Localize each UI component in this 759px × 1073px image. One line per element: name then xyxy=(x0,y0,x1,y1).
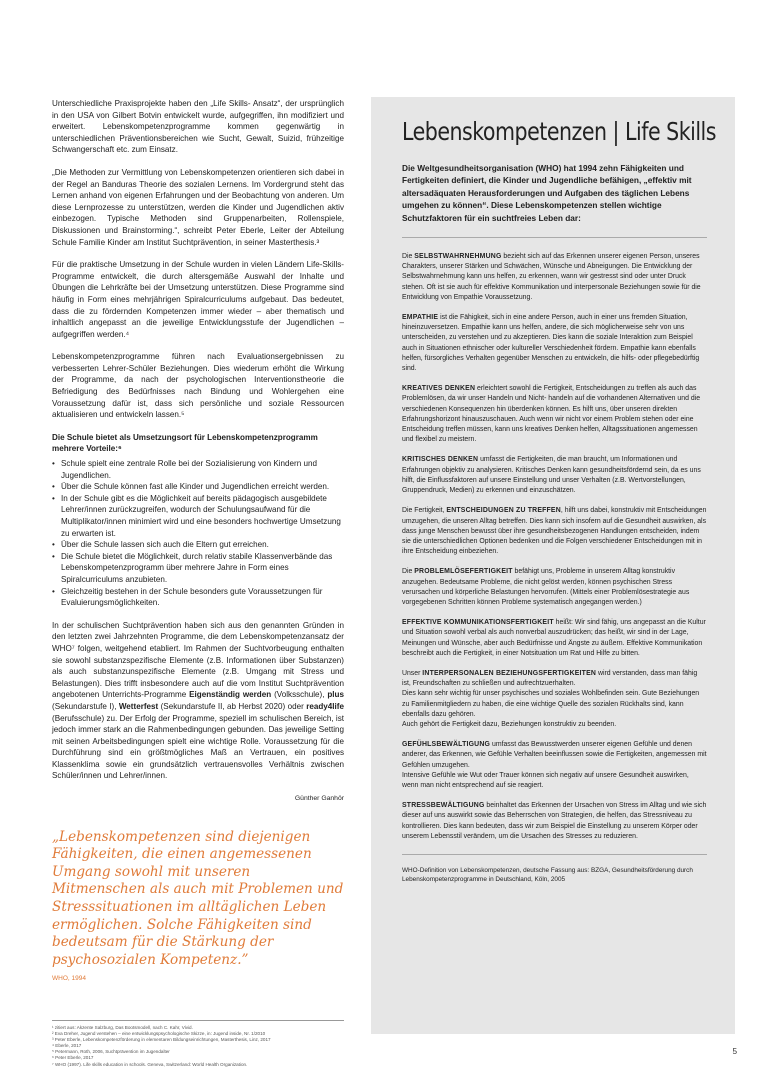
skill-term: ENTSCHEIDUNGEN ZU TREFFEN xyxy=(446,507,561,515)
list-item: • Gleichzeitig bestehen in der Schule besonders gute Voraussetzungen für Evaluierungsmöglichkeiten. xyxy=(52,586,344,609)
skill-section xyxy=(402,252,707,303)
footnote: ⁵ Petermann, Roth, 2006, Suchtprävention im Jugendalter xyxy=(52,1049,170,1055)
text-run: Unser xyxy=(402,669,423,677)
box-title: Lebenskompetenzen | Life Skills xyxy=(402,117,716,146)
program-name: Wetterfest xyxy=(118,701,159,711)
skill-section xyxy=(402,618,707,659)
page-number: 5 xyxy=(732,1047,737,1056)
skill-description: ist die Fähigkeit, sich in eine andere Person, auch in einer uns fremden Situation, hineinzuversetzen. Empathie kann uns helfen, andere, die sich möglicherweise sehr von uns unterscheiden, zu verstehen und zu akzeptieren. Dies kann die soziale Interaktion zum Beispiel auch in Situationen ethnischer oder kultureller Verschiedenheit fördern. Empathie kann ebenfalls helfen, fürsorgliches Verhalten gegenüber Menschen zu entwickeln, die hilfs- oder pflegebedürftig sind. xyxy=(402,314,700,373)
life-skills-box xyxy=(371,97,735,1034)
skill-term: KRITISCHES DENKEN xyxy=(402,456,479,464)
skill-section xyxy=(402,801,707,842)
skill-section xyxy=(402,384,707,445)
program-name: Eigenständig werden xyxy=(189,690,272,700)
skill-section xyxy=(402,669,707,730)
text-run: (Sekundarstufe II, ab Herbst 2020) oder xyxy=(158,701,307,711)
skill-description: bezieht sich auf das Erkennen unserer eigenen Person, unseres Charakters, unserer Stärken und Schwächen, Wünsche und Abneigungen. Die Entwicklung der Selbstwahrnehmung kann uns helfen, zu erkennen, wann wir gestresst sind oder unter Druck stehen. Oft ist sie auch für effektive Kommunikation und interpersonale Beziehungen sowie für die Entwicklung von Empathie Voraussetzung. xyxy=(402,253,701,301)
skill-description: umfasst das Bewusstwerden unserer eigenen Gefühle und denen anderer, das Erkennen, wie Gefühle Verhalten beeinflussen sowie die Fertigkeiten, angemessen mit Gefühlen umzugehen. xyxy=(402,741,707,769)
list-item: • Über die Schule lassen sich auch die Eltern gut erreichen. xyxy=(52,539,344,551)
advantages-list xyxy=(52,458,344,609)
list-item: • Über die Schule können fast alle Kinder und Jugendlichen erreicht werden. xyxy=(52,481,344,493)
skill-description-line: Dies kann sehr wichtig für unser psychisches und soziales Wohlbefinden sein. Gute Beziehungen zu Familienmitgliedern zu haben, die eine wichtige Quelle des sozialen Rückhalts sind, kann ebenfalls dazu gehören. xyxy=(402,690,700,718)
paragraph-intro: Unterschiedliche Praxisprojekte haben den „Life Skills- Ansatz“, der ursprünglich in den USA von Gilbert Botvin entwickelt wurde, aufgegriffen, ihn modifiziert und erweitert. Lebenskompetenzprogramme kommen gegenwärtig in unterschiedlichen Präventionsbereichen wie Sucht, Gewalt, Suizid, frühzeitige Schwangerschaft etc. zum Einsatz. xyxy=(52,99,344,155)
program-name: plus xyxy=(327,690,344,700)
source-note: WHO-Definition von Lebenskompetenzen, deutsche Fassung aus: BZGA, Gesundheitsförderung durch Lebenskompetenzprogramme in Deutschland, Köln, 2005 xyxy=(402,854,707,885)
text-run: Die xyxy=(402,568,415,576)
footnote: ⁴ Eberle, 2017 xyxy=(52,1043,82,1049)
footnote: ⁷ WHO (1997). Life skills education in schools. Geneva, Switzerland: World Health Organization. xyxy=(52,1061,248,1067)
skill-term: STRESSBEWÄLTIGUNG xyxy=(402,802,485,810)
skill-description: erleichtert sowohl die Fertigkeit, Entscheidungen zu treffen als auch das Problemlösen, da wir unser Handeln und Nicht- handeln auf die vorhandenen Alternativen und die verschiedenen Konsequenzen hin überdenken können. Es hilft uns, über unseren direkten Erfahrungshorizont hinauszuschauen. Auch wenn wir nicht vor einem Problem stehen oder eine Entscheidung treffen müssen, kann uns kreatives Denken helfen, Alltagssituationen angemessen und flexibel zu meistern. xyxy=(402,385,701,444)
skill-description: wird verstanden, dass man fähig ist, Freundschaften zu schließen und aufrechtzuerhalten. xyxy=(402,669,698,688)
skill-description: beinhaltet das Erkennen der Ursachen von Stress im Alltag und wie sich dieser auf uns auswirkt sowie das Beherrschen von Strategien, die helfen, das Stressniveau zu kontrollieren. Dies kann bedeuten, dass wir zum Beispiel die Einstellung zu unserem Körper oder unserem Lebensstil verändern, um die Ursachen des Stresses zu reduzieren. xyxy=(402,802,707,840)
skill-section xyxy=(402,455,707,496)
skill-term: EFFEKTIVE KOMMUNIKATIONSFERTIGKEIT xyxy=(402,619,554,627)
list-item: • Schule spielt eine zentrale Rolle bei der Sozialisierung von Kindern und Jugendlichen. xyxy=(52,458,344,481)
skill-section xyxy=(402,567,707,608)
footnote: ¹ zitiert aus: Akzente Salzburg, Das Bootsmodell, nach C. Kahr, Vivid. xyxy=(52,1025,193,1030)
paragraph-evaluation: Lebenskompetenzprogramme führen nach Evaluationsergebnissen zu verbesserten Lehrer-Schüler Beziehungen. Dies wiederum erhöht die Wirkung der Programme, da nach der psychologischen Interventionstheorie die Befriedigung des Bedürfnisses nach Bindung und Wohlergehen eine Voraussetzung dafür ist, dass sich persönliche und soziale Ressourcen aktualisieren und entwickeln lassen.⁵ xyxy=(52,352,344,420)
skill-description: befähigt uns, Probleme in unserem Alltag konstruktiv anzugehen. Bedeutsame Probleme, die nicht gelöst werden, können psychischen Stress verursachen und körperliche Belastungen hervorrufen. (Mittels einer Problemlösestrategie aus vorgegebenen Schritten können Probleme systematisch angegangen werden.) xyxy=(402,568,690,606)
text-run: (Berufsschule) zu. Der Erfolg der Programme, speziell im schulischen Bereich, ist jedoch immer stark an die Rahmenbedingungen gebunden. Das jeweilige Setting mit seinen Arbeitsbedingungen spielt eine wichtige Rolle. Voraussetzung für die Durchführung sind ein größtmögliches Maß an Vertrauen, ein positives Klassenklima sowie ein grundsätzlich vertrauensvolles Verhältnis zwischen Schüler/innen und Lehrer/innen. xyxy=(52,713,344,781)
program-name: ready4life xyxy=(306,701,344,711)
text-run: (Volksschule), xyxy=(271,690,328,700)
skill-term: EMPATHIE xyxy=(402,314,439,322)
who-quote: „Lebenskompetenzen sind diejenigen Fähigkeiten, die einen angemessenen Umgang sowohl mit unseren Mitmenschen als auch mit Problemen und Stresssituationen im alltäglichen Leben ermöglichen. Solche Fähigkeiten sind bedeutsam für die Stärkung der psychosozialen Kompetenz.” xyxy=(52,828,344,968)
footnote: ⁶ Peter Eberle, 2017 xyxy=(52,1055,94,1061)
text-run: Die xyxy=(402,253,415,261)
skill-section xyxy=(402,740,707,791)
skill-description: , hilft uns dabei, konstruktiv mit Entscheidungen umzugehen, die unseren Alltag betreffen. Dies kann sich insofern auf die Gesundheit auswirken, als dass junge Menschen bewusst über ihre gesundheitsbezogenen Handlungen entscheiden, indem sie die unterschiedlichen Optionen bedenken und die Folgen verschiedener Entscheidungen mit in ihre Entscheidung einbeziehen. xyxy=(402,507,707,556)
skill-term: INTERPERSONALEN BEZIEHUNGSFERTIGKEITEN xyxy=(422,669,597,677)
paragraph-school-prevention xyxy=(52,620,344,782)
list-item: • In der Schule gibt es die Möglichkeit auf bereits pädagogisch ausgebildete Lehrer/innen zurückzugreifen, wodurch der Schulungsaufwand für die Multiplikator/innen minimiert wird und eine besonders hochwertige Umsetzung zu erwarten ist. xyxy=(52,493,344,539)
skill-description: heißt: Wir sind fähig, uns angepasst an die Kultur und Situation sowohl verbal als auch nonverbal auszudrücken; das heißt, wir sind in der Lage, Meinungen und Wünsche, aber auch Bedürfnisse und Ängste zu äußern. Effektive Kommunikation beschreibt auch die Fertigkeit, in einer Notsituation um Rat und Hilfe zu bitten. xyxy=(402,619,706,657)
skill-term: KREATIVES DENKEN xyxy=(402,385,476,393)
box-intro: Die Weltgesundheitsorganisation (WHO) hat 1994 zehn Fähigkeiten und Fertigkeiten definiert, die Kinder und Jugendliche befähigen, „effektiv mit altersadäquaten Herausforderungen und Aufgaben des täglichen Lebens umgehen zu können“. Diese Lebenskompetenzen stellen wichtige Schutzfaktoren für ein suchtfreies Leben dar: xyxy=(402,162,707,238)
paragraph-practical: Für die praktische Umsetzung in der Schule wurden in vielen Ländern Life-Skills-Programme entwickelt, die durch altersgemäße Auswahl der Inhalte und Übungen die Lehrkräfte bei der Umsetzung unterstützen. Diese Programme sind häufig in Form eines mehrjährigen Spiralcurriculums aufgebaut. Das bedeutet, dass die zu fördernden Kompetenzen immer wieder – aber thematisch und inhaltlich angepasst an die jeweilige Entwicklungsstufe der Jugendlichen – aufgegriffen werden.⁴ xyxy=(52,260,344,339)
skill-description-line: Auch gehört die Fertigkeit dazu, Beziehungen konstruktiv zu beenden. xyxy=(402,720,617,728)
skill-section xyxy=(402,313,707,374)
skill-term: PROBLEMLÖSEFERTIGKEIT xyxy=(414,568,513,576)
footnote: ³ Peter Eberle, Lebenskompetenzförderung in elementaren Bildungseinrichtungen, Masterthesis, Linz, 2017 xyxy=(52,1037,271,1043)
quote-source: WHO, 1994 xyxy=(52,975,86,983)
skills-list xyxy=(402,252,707,842)
list-item: • Die Schule bietet die Möglichkeit, durch relativ stabile Klassenverbände das Lebenskompetenzprogramm über mehrere Jahre in Form eines Spiralcurriculums anzubieten. xyxy=(52,551,344,586)
footnotes xyxy=(52,1020,344,1068)
text-run: (Sekundarstufe I), xyxy=(52,701,119,711)
skill-description-line: Intensive Gefühle wie Wut oder Trauer können sich negativ auf unsere Gesundheit auswirken, wenn man nicht entsprechend auf sie reagiert. xyxy=(402,771,689,789)
skill-term: GEFÜHLSBEWÄLTIGUNG xyxy=(402,741,491,749)
paragraph-methods-quote: „Die Methoden zur Vermittlung von Lebenskompetenzen orientieren sich dabei in der Regel an Banduras Theorie des sozialen Lernens. Im Vordergrund steht das Lernen anhand von eigenen Erfahrungen und der Beobachtung von anderen. Um diese Lernprozesse zu unterstützen, werden die Kinder und Jugendlichen aktiv einbezogen. Typische Methoden sind Gruppenarbeiten, Rollenspiele, Diskussionen und Brainstorming.“, schreibt Peter Eberle, Leiter der Abteilung Schule Familie Kinder am Institut Suchtprävention, in seiner Masterthesis.³ xyxy=(52,167,344,247)
school-advantages-heading: Die Schule bietet als Umsetzungsort für Lebenskompetenzprogramm mehrere Vorteile:⁶ xyxy=(52,432,318,454)
text-run: In der schulischen Suchtprävention haben sich aus den genannten Gründen in den letzten zwei Jahrzehnten Programme, die dem Lebenskompetenzansatz der WHO⁷ folgen, weitgehend etabliert. Im Rahmen der Suchtvorbeugung enthalten sie sowohl substanzspezifische Elemente (z.B. Informationen über Substanzen) als auch substanzunspezifische Elemente (z.B. Umgang mit Stress und Belastungen). Dies trifft insbesondere auch auf die vom Institut Suchtprävention angebotenen Unterrichts-Programme xyxy=(52,620,344,700)
left-column xyxy=(52,98,344,985)
author-name: Günther Ganhör xyxy=(294,795,344,803)
skill-section xyxy=(402,506,707,557)
text-run: Die Fertigkeit, xyxy=(402,507,447,515)
skill-term: SELBSTWAHRNEHMUNG xyxy=(414,253,502,261)
skill-description: umfasst die Fertigkeiten, die man braucht, um Informationen und Erfahrungen objektiv zu analysieren. Kritisches Denken kann gesundheitsfördernd sein, da es uns hilft, die Einflussfaktoren auf unsere Einstellung und unser Verhalten (z.B. Wertvorstellungen, Gruppendruck, Medien) zu erkennen und einzuschätzen. xyxy=(402,456,701,495)
footnote: ² Eva Dreher, Jugend verstehen – eine entwicklungspsychologische Skizze, in: Jugend inside, Nr. 1/2010 xyxy=(52,1031,266,1037)
